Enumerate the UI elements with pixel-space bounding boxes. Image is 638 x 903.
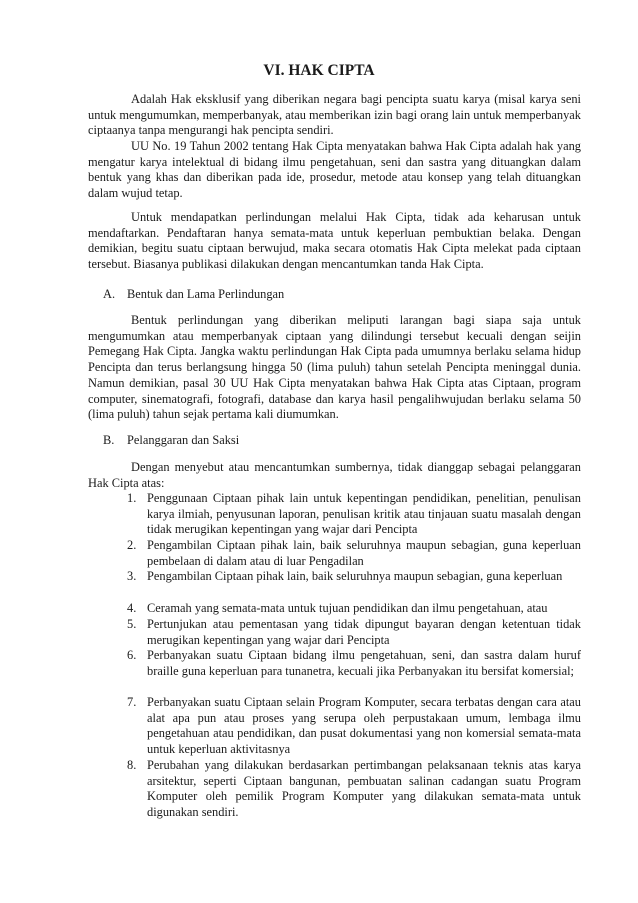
- list-item-text: Perbanyakan suatu Ciptaan bidang ilmu pengetahuan, seni, dan sastra dalam huruf braille guna keperluan para tunanetra, kecuali jika Perbanyakan itu bersifat komersial;: [147, 648, 581, 678]
- list-item: [127, 538, 581, 569]
- list-item-number: 1.: [127, 491, 137, 505]
- section-a-title: Bentuk dan Lama Perlindungan: [127, 287, 285, 301]
- list-item-number: 3.: [127, 569, 137, 583]
- list-item-number: 4.: [127, 601, 137, 615]
- section-a-paragraph: [88, 313, 581, 423]
- list-item-text: Pertunjukan atau pementasan yang tidak dipungut bayaran dengan ketentuan tidak merugikan kepentingan yang wajar dari Pencipta: [147, 617, 581, 647]
- list-item-number: 6.: [127, 648, 137, 662]
- section-b-letter: B.: [103, 433, 115, 447]
- page-title: VI. HAK CIPTA: [263, 62, 375, 79]
- list-item: [127, 569, 581, 585]
- list-item: [127, 491, 581, 538]
- section-b-paragraph-text: Dengan menyebut atau mencantumkan sumbernya, tidak dianggap sebagai pelanggaran Hak Cipta atas:: [88, 460, 581, 490]
- section-a-heading: [103, 287, 284, 303]
- list-item-text: Perbanyakan suatu Ciptaan selain Program Komputer, secara terbatas dengan cara atau alat apa pun atau proses yang serupa oleh perpustakaan umum, lembaga ilmu pengetahuan atau pendidikan, dan pusat dokumentasi yang non komersial semata-mata untuk keperluan aktivitasnya: [147, 695, 581, 757]
- list-item-number: 5.: [127, 617, 137, 631]
- list-item-text: Perubahan yang dilakukan berdasarkan pertimbangan pelaksanaan teknis atas karya arsitektur, seperti Ciptaan bangunan, pembuatan salinan cadangan suatu Program Komputer oleh pemilik Program Komputer yang dilakukan semata-mata untuk digunakan sendiri.: [147, 758, 581, 820]
- intro-paragraph: [88, 210, 581, 273]
- intro-paragraph-text: Untuk mendapatkan perlindungan melalui Hak Cipta, tidak ada keharusan untuk mendaftarkan. Pendaftaran hanya semata-mata untuk keperluan pembuktian belaka. Dengan demikian, begitu suatu ciptaan berwujud, maka secara otomatis Hak Cipta melekat pada ciptaan tersebut. Biasanya publikasi dilakukan dengan mencantumkan tanda Hak Cipta.: [88, 210, 581, 272]
- intro-paragraph: [88, 92, 581, 139]
- list-item-text: Pengambilan Ciptaan pihak lain, baik seluruhnya maupun sebagian, guna keperluan: [147, 569, 563, 583]
- list-item: [127, 648, 581, 679]
- list-item-text: Pengambilan Ciptaan pihak lain, baik seluruhnya maupun sebagian, guna keperluan pembelaan di dalam atau di luar Pengadilan: [147, 538, 581, 568]
- section-b-title: Pelanggaran dan Saksi: [127, 433, 240, 447]
- intro-paragraph: [88, 139, 581, 202]
- list-item-text: Penggunaan Ciptaan pihak lain untuk kepentingan pendidikan, penelitian, penulisan karya ilmiah, penyusunan laporan, penulisan kritik atau tinjauan suatu masalah dengan tidak merugikan kepentingan yang wajar dari Pencipta: [147, 491, 581, 537]
- list-item-number: 2.: [127, 538, 137, 552]
- list-item: [127, 617, 581, 648]
- section-b-heading: [103, 433, 239, 449]
- list-item-number: 8.: [127, 758, 137, 772]
- section-a-letter: A.: [103, 287, 116, 301]
- list-item: [127, 758, 581, 821]
- section-b-paragraph: [88, 460, 581, 491]
- list-item: [127, 601, 581, 617]
- list-item-number: 7.: [127, 695, 137, 709]
- intro-paragraph-text: Adalah Hak eksklusif yang diberikan negara bagi pencipta suatu karya (misal karya seni untuk mengumumkan, memperbanyak, atau memberikan izin bagi orang lain untuk memperbanyak ciptaanya tanpa mengurangi hak pencipta sendiri.: [88, 92, 581, 138]
- section-a-paragraph-text: Bentuk perlindungan yang diberikan meliputi larangan bagi siapa saja untuk mengumumkan atau memperbanyak ciptaan yang dilindungi tersebut kecuali dengan seijin Pemegang Hak Cipta. Jangka waktu perlindungan Hak Cipta pada umumnya berlaku selama hidup Pencipta dan terus berlangsung hingga 50 (lima puluh) tahun setelah Pencipta meninggal dunia. Namun demikian, pasal 30 UU Hak Cipta menyatakan bahwa Hak Cipta atas Ciptaan, program computer, sinematografi, fotografi, database dan karya hasil pengalihwujudan berlaku selama 50 (lima puluh) tahun sejak pertama kali diumumkan.: [88, 313, 581, 422]
- intro-paragraph-text: UU No. 19 Tahun 2002 tentang Hak Cipta menyatakan bahwa Hak Cipta adalah hak yang mengatur karya intelektual di bidang ilmu pengetahuan, seni dan sastra yang dituangkan dalam bentuk yang khas dan diberikan pada ide, prosedur, metode atau konsep yang telah dituangkan dalam wujud tetap.: [88, 139, 581, 201]
- list-item-text: Ceramah yang semata-mata untuk tujuan pendidikan dan ilmu pengetahuan, atau: [147, 601, 548, 615]
- list-item: [127, 695, 581, 758]
